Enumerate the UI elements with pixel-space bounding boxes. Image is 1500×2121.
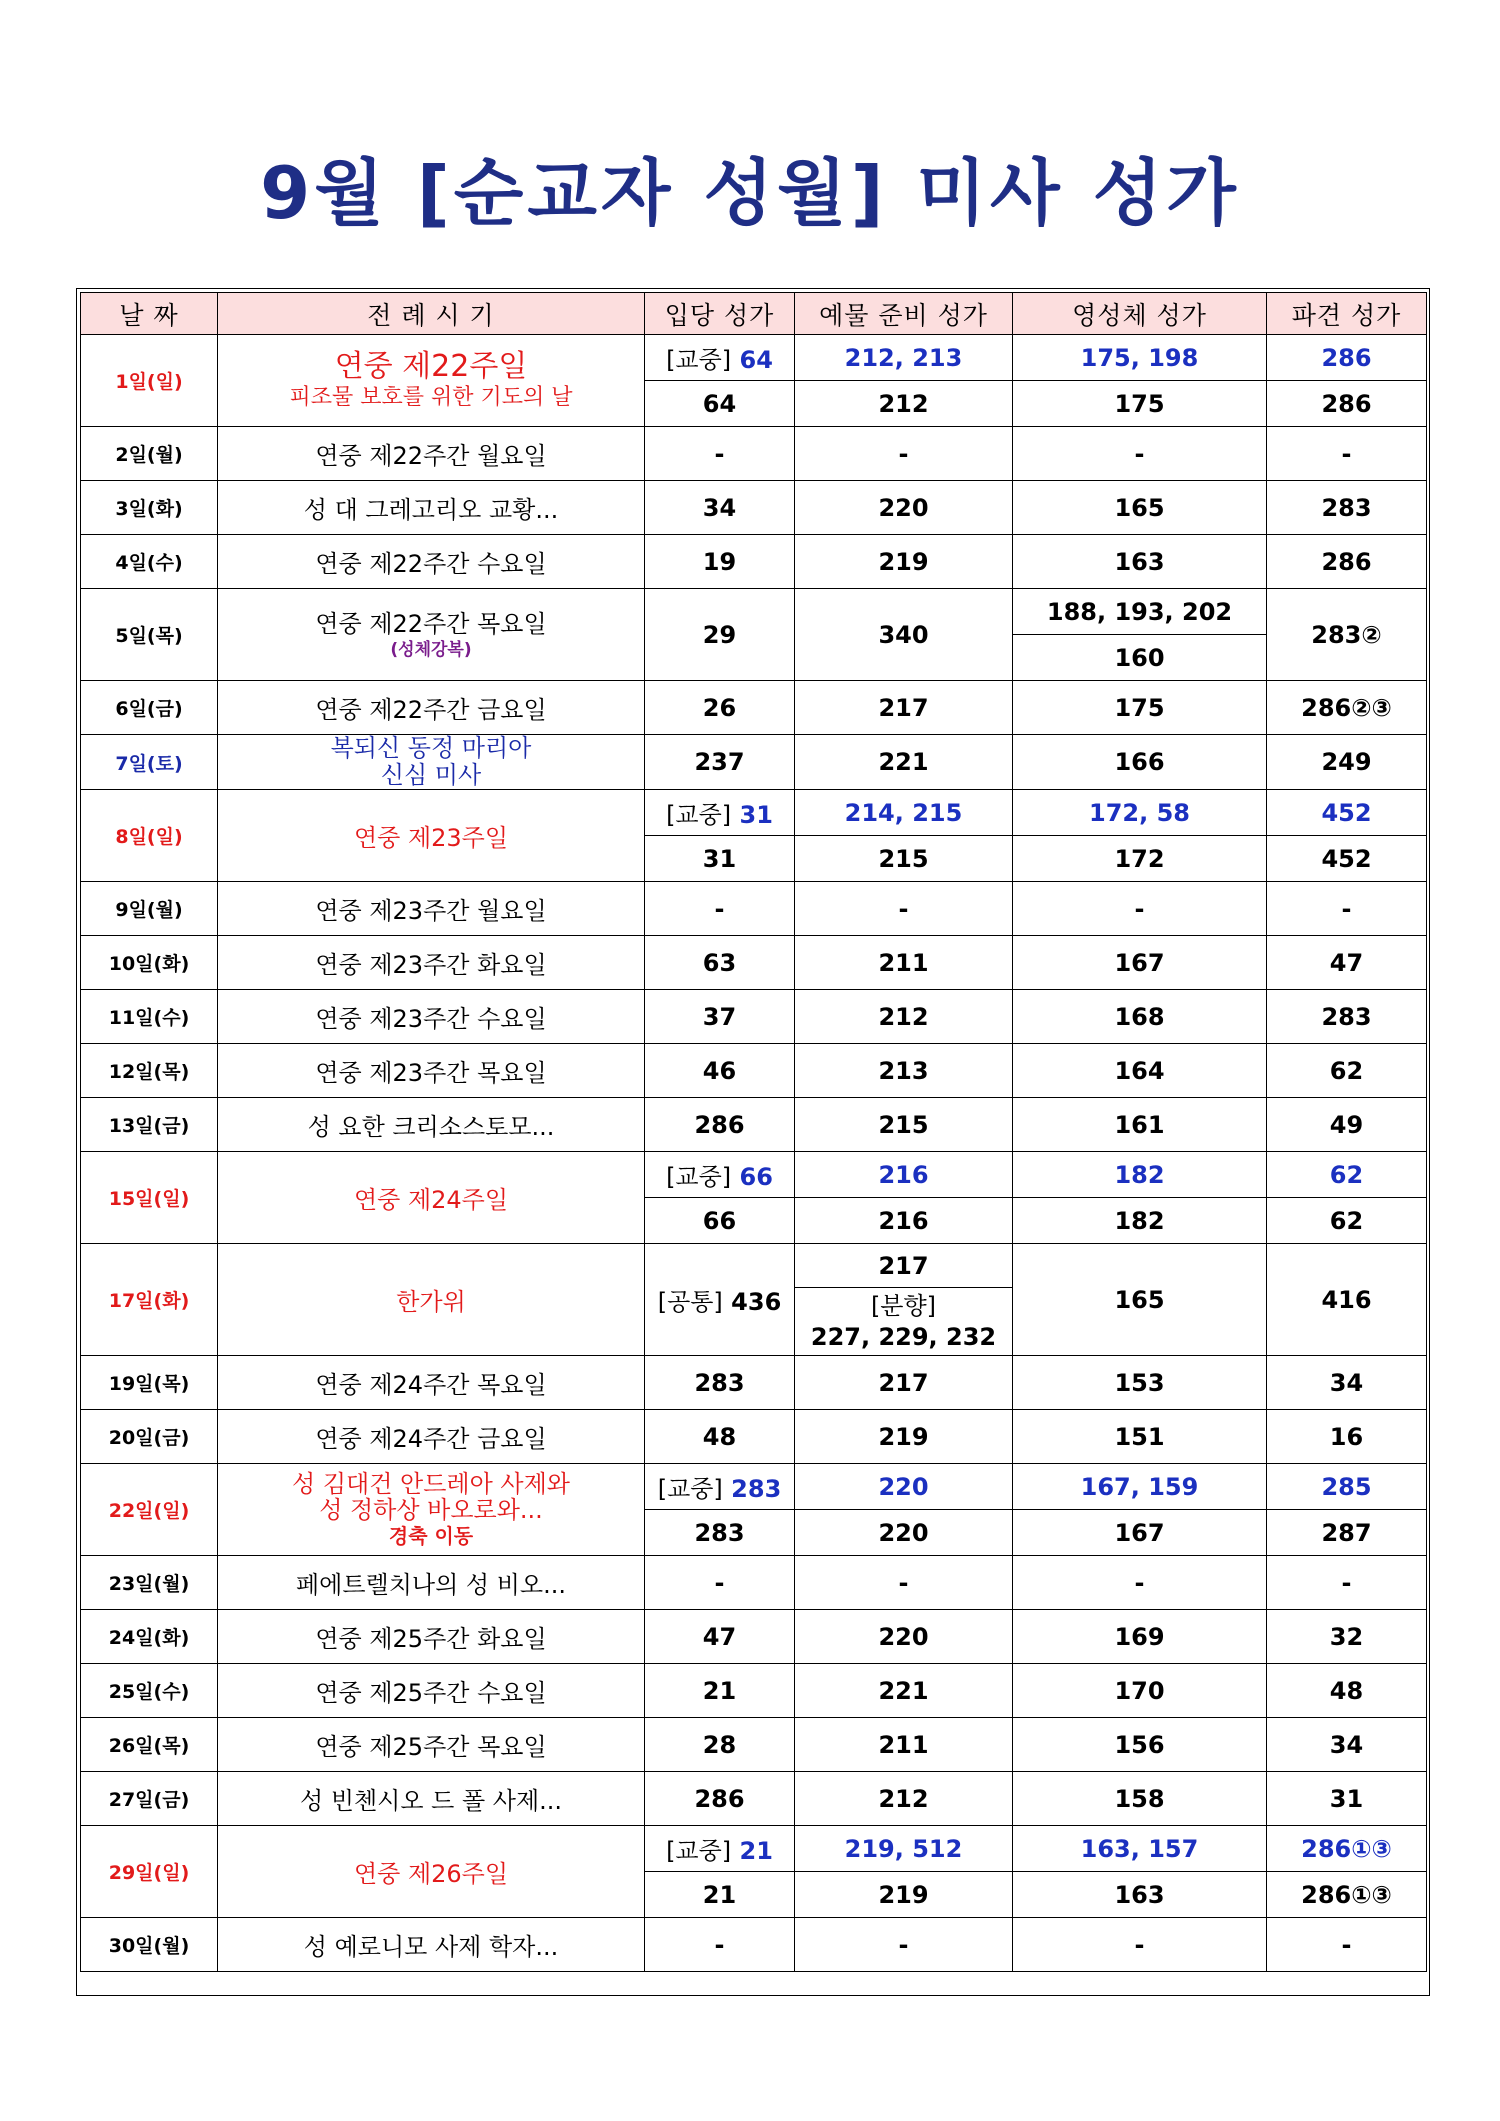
liturgy-cell: 연중 제23주일 <box>218 790 645 882</box>
recessional-cell: 285 <box>1267 1464 1427 1510</box>
date-cell: 13일(금) <box>81 1098 218 1152</box>
liturgy-cell: 성 요한 크리소스토모... <box>218 1098 645 1152</box>
entrance-cell: 26 <box>645 681 795 735</box>
context-label: [교중] <box>666 1163 732 1191</box>
communion-cell: 170 <box>1013 1664 1267 1718</box>
communion-cell: 153 <box>1013 1356 1267 1410</box>
entrance-cell: 19 <box>645 535 795 589</box>
communion-cell: 163 <box>1013 1872 1267 1918</box>
offertory-cell: 340 <box>795 589 1013 681</box>
liturgy-cell: 연중 제25주간 화요일 <box>218 1610 645 1664</box>
communion-cell: 165 <box>1013 1244 1267 1356</box>
liturgy-cell: 연중 제25주간 목요일 <box>218 1718 645 1772</box>
offertory-cell: 220 <box>795 1464 1013 1510</box>
offertory-cell: 217 <box>795 1356 1013 1410</box>
communion-cell: 175, 198 <box>1013 335 1267 381</box>
liturgy-name-line1: 성 김대건 안드레아 사제와 <box>292 1469 570 1498</box>
entrance-cell: 48 <box>645 1410 795 1464</box>
recessional-cell: 286 <box>1267 335 1427 381</box>
recessional-cell: 62 <box>1267 1198 1427 1244</box>
entrance-cell <box>645 1152 795 1198</box>
recessional-cell: 249 <box>1267 735 1427 790</box>
date-cell: 11일(수) <box>81 990 218 1044</box>
recessional-cell: 286②③ <box>1267 681 1427 735</box>
table-row <box>81 1464 1427 1510</box>
recessional-cell: - <box>1267 882 1427 936</box>
date-cell: 17일(화) <box>81 1244 218 1356</box>
offertory-cell: 212, 213 <box>795 335 1013 381</box>
date-cell: 24일(화) <box>81 1610 218 1664</box>
communion-cell: 151 <box>1013 1410 1267 1464</box>
entrance-cell: 286 <box>645 1772 795 1826</box>
communion-cell: 167, 159 <box>1013 1464 1267 1510</box>
liturgy-cell: 연중 제24주일 <box>218 1152 645 1244</box>
entrance-cell: 21 <box>645 1664 795 1718</box>
date-cell: 29일(일) <box>81 1826 218 1918</box>
liturgy-cell: 연중 제24주간 목요일 <box>218 1356 645 1410</box>
date-cell: 3일(화) <box>81 481 218 535</box>
table-row <box>81 1610 1427 1664</box>
entrance-cell: 31 <box>645 836 795 882</box>
liturgy-cell: 연중 제23주간 수요일 <box>218 990 645 1044</box>
offertory-cell: 221 <box>795 735 1013 790</box>
table-row <box>81 1826 1427 1872</box>
liturgy-cell: 연중 제26주일 <box>218 1826 645 1918</box>
table-row <box>81 936 1427 990</box>
hymn-number: 283 <box>731 1475 782 1503</box>
hymn-number: 64 <box>739 346 773 374</box>
hymn-number: 21 <box>739 1837 773 1865</box>
offertory-cell: 212 <box>795 381 1013 427</box>
date-cell: 9일(월) <box>81 882 218 936</box>
recessional-cell: 31 <box>1267 1772 1427 1826</box>
table-row <box>81 1772 1427 1826</box>
recessional-cell: 287 <box>1267 1510 1427 1556</box>
entrance-cell <box>645 1826 795 1872</box>
date-cell: 22일(일) <box>81 1464 218 1556</box>
recessional-cell: 16 <box>1267 1410 1427 1464</box>
table-row <box>81 335 1427 381</box>
communion-cell: 167 <box>1013 1510 1267 1556</box>
offertory-cell: 211 <box>795 1718 1013 1772</box>
recessional-cell: 286①③ <box>1267 1872 1427 1918</box>
communion-cell: 163 <box>1013 535 1267 589</box>
offertory-cell: 212 <box>795 1772 1013 1826</box>
entrance-cell: - <box>645 427 795 481</box>
entrance-cell: 28 <box>645 1718 795 1772</box>
table-row <box>81 1718 1427 1772</box>
context-label: [교중] <box>657 1475 723 1503</box>
communion-cell: - <box>1013 1556 1267 1610</box>
recessional-cell: - <box>1267 427 1427 481</box>
hymn-schedule-table <box>80 292 1427 1972</box>
offertory-cell: 215 <box>795 1098 1013 1152</box>
communion-cell: 172, 58 <box>1013 790 1267 836</box>
communion-cell: 172 <box>1013 836 1267 882</box>
entrance-cell: 237 <box>645 735 795 790</box>
recessional-cell: - <box>1267 1556 1427 1610</box>
table-row <box>81 1098 1427 1152</box>
entrance-cell <box>645 790 795 836</box>
context-label: [교중] <box>666 1837 732 1865</box>
entrance-cell: 34 <box>645 481 795 535</box>
entrance-cell <box>645 1244 795 1356</box>
table-row <box>81 681 1427 735</box>
liturgy-cell <box>218 335 645 427</box>
date-cell: 27일(금) <box>81 1772 218 1826</box>
liturgy-cell: 연중 제22주간 금요일 <box>218 681 645 735</box>
communion-cell: 156 <box>1013 1718 1267 1772</box>
recessional-cell: 286 <box>1267 381 1427 427</box>
offertory-cell: 214, 215 <box>795 790 1013 836</box>
recessional-cell: 286①③ <box>1267 1826 1427 1872</box>
communion-cell: 164 <box>1013 1044 1267 1098</box>
communion-cell: 161 <box>1013 1098 1267 1152</box>
table-row <box>81 589 1427 635</box>
header-recessional: 파견 성가 <box>1267 293 1427 335</box>
liturgy-cell <box>218 1464 645 1556</box>
offertory-cell: 215 <box>795 836 1013 882</box>
liturgy-name: 연중 제22주일 <box>334 348 528 384</box>
recessional-cell: 34 <box>1267 1718 1427 1772</box>
liturgy-note: (성체강복) <box>390 639 472 660</box>
entrance-cell: 283 <box>645 1510 795 1556</box>
communion-cell: 158 <box>1013 1772 1267 1826</box>
liturgy-cell: 성 대 그레고리오 교황... <box>218 481 645 535</box>
liturgy-cell <box>218 735 645 790</box>
offertory-cell: - <box>795 882 1013 936</box>
recessional-cell: 283② <box>1267 589 1427 681</box>
liturgy-cell: 연중 제22주간 월요일 <box>218 427 645 481</box>
entrance-cell: 286 <box>645 1098 795 1152</box>
entrance-cell: 47 <box>645 1610 795 1664</box>
communion-cell: 168 <box>1013 990 1267 1044</box>
liturgy-cell: 성 예로니모 사제 학자... <box>218 1918 645 1972</box>
table-row <box>81 1664 1427 1718</box>
liturgy-name-line2: 신심 미사 <box>380 761 482 789</box>
liturgy-name-line2: 성 정하상 바오로와... <box>319 1495 543 1524</box>
date-cell: 10일(화) <box>81 936 218 990</box>
communion-cell: 188, 193, 202 <box>1013 589 1267 635</box>
table-row <box>81 1556 1427 1610</box>
liturgy-note: 경축 이동 <box>388 1523 474 1548</box>
offertory-cell: - <box>795 427 1013 481</box>
date-cell: 23일(월) <box>81 1556 218 1610</box>
recessional-cell: 34 <box>1267 1356 1427 1410</box>
offertory-cell: 212 <box>795 990 1013 1044</box>
date-cell: 12일(목) <box>81 1044 218 1098</box>
offertory-cell: 216 <box>795 1198 1013 1244</box>
date-cell: 6일(금) <box>81 681 218 735</box>
communion-cell: 182 <box>1013 1152 1267 1198</box>
date-cell: 7일(토) <box>81 735 218 790</box>
table-row <box>81 535 1427 589</box>
header-offertory: 예물 준비 성가 <box>795 293 1013 335</box>
liturgy-note: 피조물 보호를 위한 기도의 날 <box>289 384 573 410</box>
liturgy-cell: 성 빈첸시오 드 폴 사제... <box>218 1772 645 1826</box>
date-cell: 8일(일) <box>81 790 218 882</box>
entrance-cell: 283 <box>645 1356 795 1410</box>
offertory-cell: 220 <box>795 1510 1013 1556</box>
entrance-cell: 29 <box>645 589 795 681</box>
recessional-cell: 32 <box>1267 1610 1427 1664</box>
table-row <box>81 1244 1427 1288</box>
entrance-cell: - <box>645 1556 795 1610</box>
date-cell: 15일(일) <box>81 1152 218 1244</box>
recessional-cell: 452 <box>1267 790 1427 836</box>
hymn-number: 436 <box>731 1288 782 1316</box>
offertory-cell: 216 <box>795 1152 1013 1198</box>
communion-cell: 160 <box>1013 635 1267 681</box>
entrance-cell <box>645 335 795 381</box>
liturgy-cell: 연중 제23주간 월요일 <box>218 882 645 936</box>
table-header-row <box>81 293 1427 335</box>
hymn-schedule-table-frame <box>76 288 1430 1996</box>
header-date: 날 짜 <box>81 293 218 335</box>
context-label: [교중] <box>666 346 732 374</box>
recessional-cell: 47 <box>1267 936 1427 990</box>
liturgy-name: 연중 제22주간 목요일 <box>315 609 547 638</box>
communion-cell: 165 <box>1013 481 1267 535</box>
offertory-cell: - <box>795 1918 1013 1972</box>
date-cell: 25일(수) <box>81 1664 218 1718</box>
table-row <box>81 990 1427 1044</box>
entrance-cell: - <box>645 1918 795 1972</box>
recessional-cell: 283 <box>1267 481 1427 535</box>
recessional-cell: 283 <box>1267 990 1427 1044</box>
liturgy-cell: 한가위 <box>218 1244 645 1356</box>
hymn-number: 31 <box>739 801 773 829</box>
entrance-cell: - <box>645 882 795 936</box>
communion-cell: 175 <box>1013 681 1267 735</box>
offertory-cell: 219 <box>795 535 1013 589</box>
table-row <box>81 481 1427 535</box>
offertory-cell: - <box>795 1556 1013 1610</box>
communion-cell: - <box>1013 1918 1267 1972</box>
table-row <box>81 1356 1427 1410</box>
header-communion: 영성체 성가 <box>1013 293 1267 335</box>
entrance-cell: 46 <box>645 1044 795 1098</box>
recessional-cell: 49 <box>1267 1098 1427 1152</box>
liturgy-name-line1: 복되신 동정 마리아 <box>330 734 532 762</box>
offertory-cell: 219 <box>795 1872 1013 1918</box>
table-row <box>81 1152 1427 1198</box>
table-row <box>81 427 1427 481</box>
offertory-cell: 220 <box>795 481 1013 535</box>
recessional-cell: 62 <box>1267 1044 1427 1098</box>
recessional-cell: - <box>1267 1918 1427 1972</box>
table-row <box>81 735 1427 790</box>
table-row <box>81 882 1427 936</box>
date-cell: 4일(수) <box>81 535 218 589</box>
liturgy-cell: 페에트렐치나의 성 비오... <box>218 1556 645 1610</box>
header-liturgy: 전 례 시 기 <box>218 293 645 335</box>
offertory-cell: 220 <box>795 1610 1013 1664</box>
communion-cell: 163, 157 <box>1013 1826 1267 1872</box>
liturgy-cell: 연중 제22주간 수요일 <box>218 535 645 589</box>
offertory-cell: 213 <box>795 1044 1013 1098</box>
liturgy-cell: 연중 제23주간 화요일 <box>218 936 645 990</box>
liturgy-cell: 연중 제23주간 목요일 <box>218 1044 645 1098</box>
offertory-cell: 219, 512 <box>795 1826 1013 1872</box>
header-entrance: 입당 성가 <box>645 293 795 335</box>
communion-cell: - <box>1013 882 1267 936</box>
offertory-cell: 211 <box>795 936 1013 990</box>
table-row <box>81 1918 1427 1972</box>
communion-cell: - <box>1013 427 1267 481</box>
communion-cell: 182 <box>1013 1198 1267 1244</box>
entrance-cell: 37 <box>645 990 795 1044</box>
date-cell: 30일(월) <box>81 1918 218 1972</box>
liturgy-cell <box>218 589 645 681</box>
date-cell: 19일(목) <box>81 1356 218 1410</box>
context-label: [교중] <box>666 801 732 829</box>
entrance-cell: 21 <box>645 1872 795 1918</box>
table-row <box>81 1044 1427 1098</box>
page-title: 9월 [순교자 성월] 미사 성가 <box>260 151 1240 235</box>
entrance-cell: 66 <box>645 1198 795 1244</box>
date-cell: 5일(목) <box>81 589 218 681</box>
hymn-number: 227, 229, 232 <box>810 1322 997 1351</box>
date-cell: 26일(목) <box>81 1718 218 1772</box>
liturgy-cell: 연중 제25주간 수요일 <box>218 1664 645 1718</box>
date-cell: 20일(금) <box>81 1410 218 1464</box>
date-cell: 1일(일) <box>81 335 218 427</box>
entrance-cell: 64 <box>645 381 795 427</box>
table-row <box>81 790 1427 836</box>
context-label: [공통] <box>657 1288 723 1316</box>
entrance-cell: 63 <box>645 936 795 990</box>
entrance-cell <box>645 1464 795 1510</box>
recessional-cell: 286 <box>1267 535 1427 589</box>
liturgy-cell: 연중 제24주간 금요일 <box>218 1410 645 1464</box>
recessional-cell: 48 <box>1267 1664 1427 1718</box>
context-label: [분향] <box>870 1291 937 1320</box>
communion-cell: 166 <box>1013 735 1267 790</box>
recessional-cell: 416 <box>1267 1244 1427 1356</box>
offertory-cell <box>795 1288 1013 1356</box>
recessional-cell: 452 <box>1267 836 1427 882</box>
communion-cell: 167 <box>1013 936 1267 990</box>
hymn-number: 66 <box>739 1163 773 1191</box>
offertory-cell: 217 <box>795 681 1013 735</box>
recessional-cell: 62 <box>1267 1152 1427 1198</box>
table-row <box>81 1410 1427 1464</box>
offertory-cell: 221 <box>795 1664 1013 1718</box>
date-cell: 2일(월) <box>81 427 218 481</box>
offertory-cell: 217 <box>795 1244 1013 1288</box>
communion-cell: 169 <box>1013 1610 1267 1664</box>
offertory-cell: 219 <box>795 1410 1013 1464</box>
communion-cell: 175 <box>1013 381 1267 427</box>
